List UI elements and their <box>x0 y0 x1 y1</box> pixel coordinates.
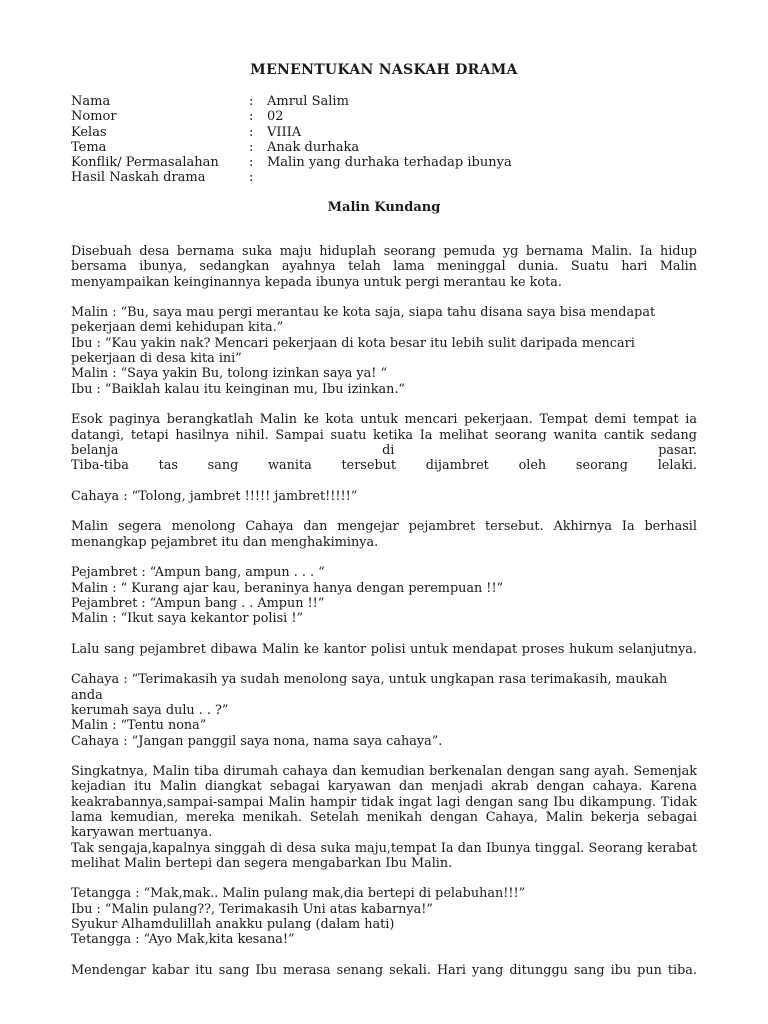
info-label: Tema <box>71 139 107 155</box>
dialogue-line: Ibu : “Kau yakin nak? Mencari pekerjaan di kota besar itu lebih sulit daripada mencari <box>71 335 635 351</box>
info-label: Hasil Naskah drama <box>71 170 206 186</box>
dialogue-line: Ibu : “Baiklah kalau itu keinginan mu, Ibu izinkan.“ <box>71 381 405 397</box>
dialogue-line: Malin : “Saya yakin Bu, tolong izinkan saya ya! “ <box>71 366 388 382</box>
narration-line: Tiba-tiba tas sang wanita tersebut dijambret oleh seorang lelaki. <box>71 458 697 474</box>
info-value: Malin yang durhaka terhadap ibunya <box>267 155 512 171</box>
info-value: 02 <box>267 109 284 125</box>
info-value: Amrul Salim <box>267 94 349 109</box>
dialogue-line: Cahaya : “Terimakasih ya sudah menolong saya, untuk ungkapan rasa terimakasih, maukah anda <box>71 672 668 703</box>
info-value: Anak durhaka <box>267 139 360 155</box>
info-row-kelas <box>71 125 711 140</box>
info-colon: : <box>249 94 254 109</box>
info-colon: : <box>249 109 254 125</box>
info-label: Konflik/ Permasalahan <box>71 155 219 171</box>
info-row-konflik <box>71 155 711 170</box>
info-colon: : <box>249 170 254 186</box>
dialogue-line: Malin : “Ikut saya kekantor polisi !” <box>71 611 304 627</box>
info-colon: : <box>249 155 254 171</box>
info-value: VIIIA <box>267 124 302 140</box>
dialogue-line: Malin : “ Kurang ajar kau, beraninya hanya dengan perempuan !!” <box>71 580 504 596</box>
dialogue-line: Syukur Alhamdulillah anakku pulang (dalam hati) <box>71 917 395 933</box>
dialogue-line: Malin : “Bu, saya mau pergi merantau ke kota saja, siapa tahu disana saya bisa mendapat <box>71 305 656 321</box>
dialogue-line: pekerjaan di desa kita ini” <box>71 351 242 367</box>
story-title: Malin Kundang <box>327 200 441 215</box>
dialogue-line: Malin : “Tentu nona” <box>71 718 207 734</box>
dialogue-line: Tetangga : “Ayo Mak,kita kesana!” <box>71 932 295 948</box>
story-body <box>71 244 697 978</box>
dialogue-line: Pejambret : “Ampun bang . . Ampun !!” <box>71 595 325 611</box>
student-info <box>71 94 711 186</box>
info-row-nama <box>71 94 711 109</box>
dialogue-line: kerumah saya dulu . . ?” <box>71 702 229 718</box>
info-row-nomor <box>71 109 711 124</box>
dialogue-line: Ibu : “Malin pulang??, Terimakasih Uni atas kabarnya!” <box>71 901 433 917</box>
dialogue-line: Pejambret : “Ampun bang, ampun . . . “ <box>71 565 325 581</box>
dialogue-line: pekerjaan demi kehidupan kita.” <box>71 320 284 336</box>
dialogue-line: Cahaya : “Tolong, jambret !!!!! jambret!!!!!” <box>71 488 358 504</box>
narration-paragraph: Disebuah desa bernama suka maju hiduplah seorang pemuda yg bernama Malin. Ia hidup bersama ibunya, sedangkan ayahnya telah lama meninggal dunia. Suatu hari Malin menyampaikan keinginannya kepada ibunya untuk pergi merantau ke kota. <box>71 244 697 290</box>
narration-paragraph: Mendengar kabar itu sang Ibu merasa senang sekali. Hari yang ditunggu sang ibu pun tiba. <box>71 962 697 978</box>
narration-paragraph: Malin segera menolong Cahaya dan mengejar pejambret tersebut. Akhirnya Ia berhasil menangkap pejambret itu dan menghakiminya. <box>71 519 697 550</box>
info-label: Nama <box>71 94 111 109</box>
document-title: MENENTUKAN NASKAH DRAMA <box>250 62 518 78</box>
info-colon: : <box>249 139 254 155</box>
info-label: Nomor <box>71 109 117 125</box>
dialogue-line: Tetangga : “Mak,mak.. Malin pulang mak,dia bertepi di pelabuhan!!!” <box>71 886 526 902</box>
dialogue-line: Cahaya : “Jangan panggil saya nona, nama saya cahaya”. <box>71 733 443 749</box>
narration-paragraph: Esok paginya berangkatlah Malin ke kota untuk mencari pekerjaan. Tempat demi tempat ia datangi, tetapi hasilnya nihil. Sampai suatu ketika Ia melihat seorang wanita cantik sedang belanja di pasar. <box>71 412 697 458</box>
narration-paragraph: Singkatnya, Malin tiba dirumah cahaya dan kemudian berkenalan dengan sang ayah. Semenjak kejadian itu Malin diangkat sebagai karyawan dan menjadi akrab dengan cahaya. Karena keakrabannya,sampai-sampai Malin hampir tidak ingat lagi dengan sang Ibu dikampung. Tidak lama kemudian, mereka menikah. Setelah menikah dengan Cahaya, Malin bekerja sebagai karyawan mertuanya. <box>71 764 697 841</box>
narration-paragraph: Tak sengaja,kapalnya singgah di desa suka maju,tempat Ia dan Ibunya tinggal. Seorang kerabat melihat Malin bertepi dan segera mengabarkan Ibu Malin. <box>71 840 697 871</box>
info-row-hasil <box>71 170 711 185</box>
narration-paragraph: Lalu sang pejambret dibawa Malin ke kantor polisi untuk mendapat proses hukum selanjutnya. <box>71 641 697 657</box>
info-row-tema <box>71 140 711 155</box>
info-colon: : <box>249 124 254 140</box>
info-label: Kelas <box>71 124 107 140</box>
